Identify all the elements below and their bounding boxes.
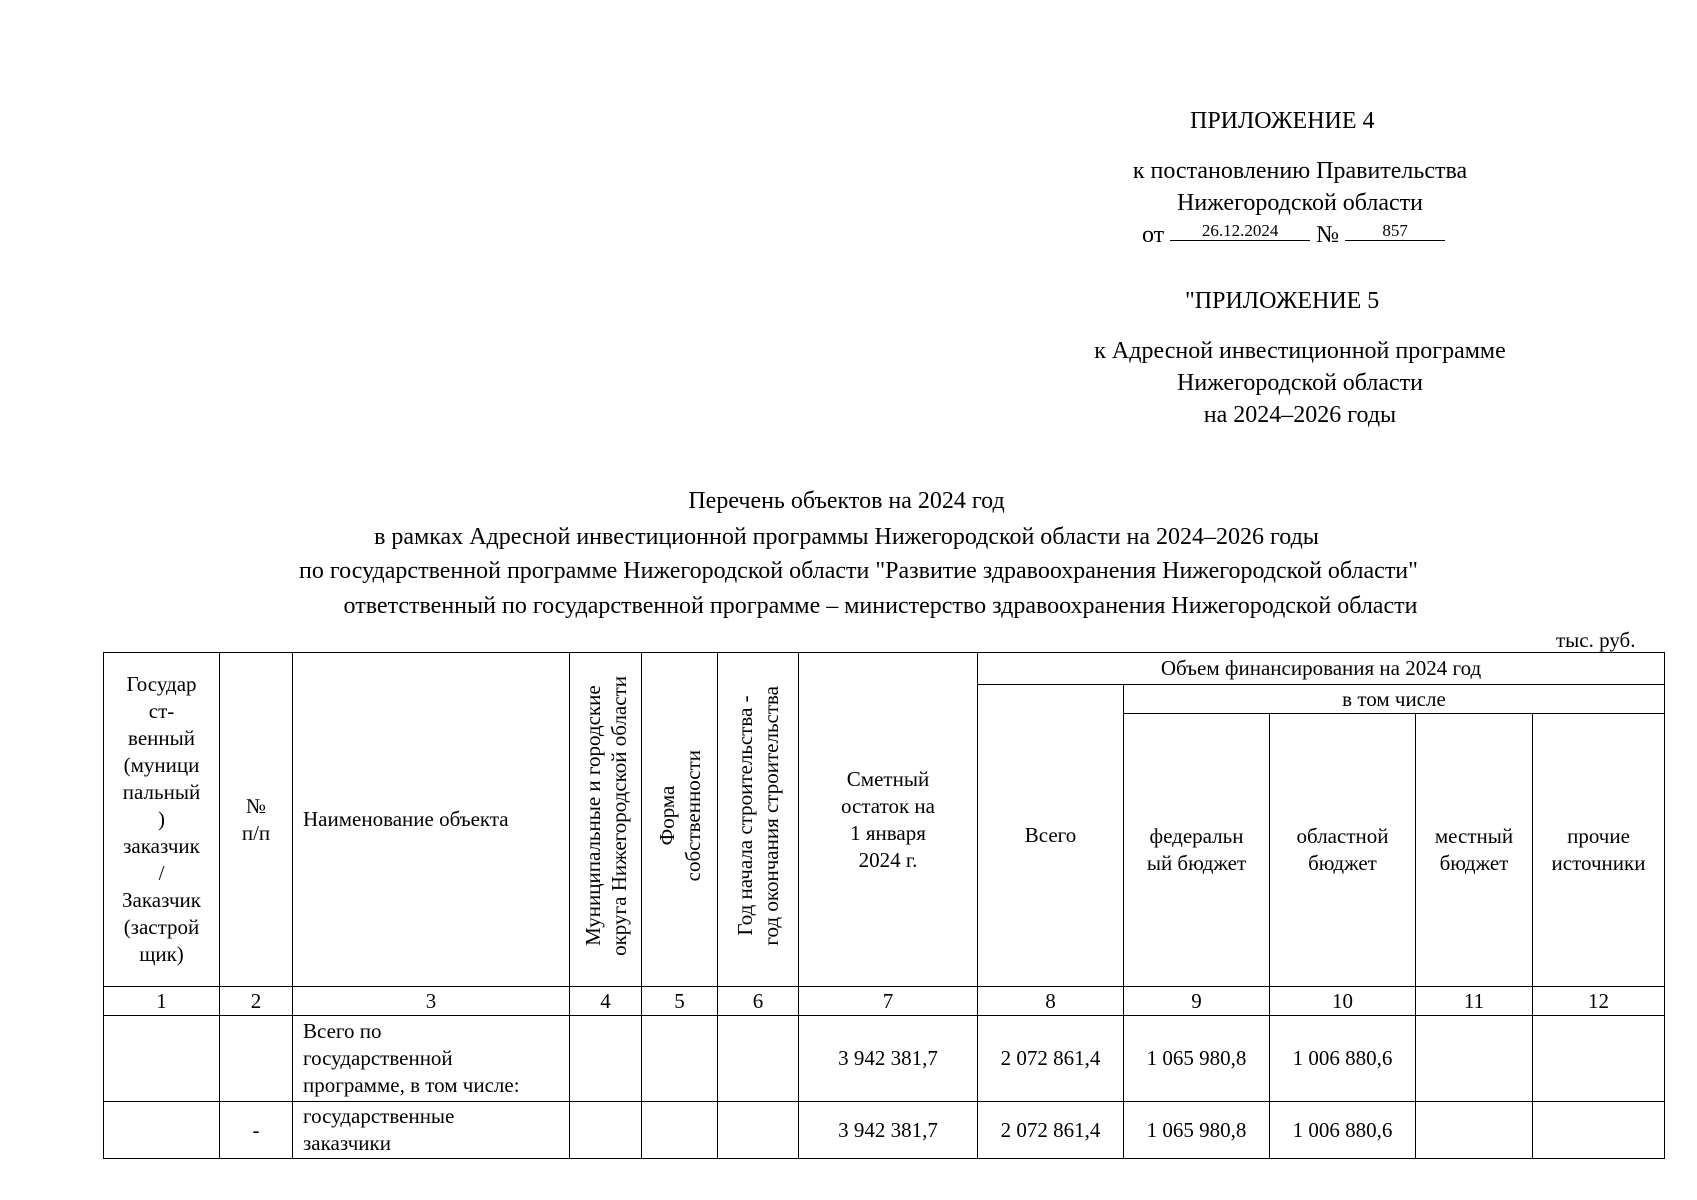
header-customer-l2: ст- bbox=[148, 699, 175, 723]
row-estimate: 3 942 381,7 bbox=[799, 1016, 978, 1102]
row-customer bbox=[104, 1016, 220, 1102]
column-number: 11 bbox=[1416, 987, 1533, 1016]
row-object-name bbox=[293, 1102, 570, 1159]
row-estimate: 3 942 381,7 bbox=[799, 1102, 978, 1159]
header-customer bbox=[104, 653, 220, 987]
header-regional-l1: областной bbox=[1296, 824, 1389, 848]
header-row-1 bbox=[104, 653, 1665, 685]
header-number bbox=[220, 653, 293, 987]
row-other bbox=[1533, 1102, 1665, 1159]
table-row bbox=[104, 1016, 1665, 1102]
column-number: 8 bbox=[978, 987, 1124, 1016]
column-number-row bbox=[104, 987, 1665, 1016]
number-sign: № bbox=[1316, 222, 1340, 248]
resolution-line-2: Нижегородской области bbox=[1176, 190, 1424, 216]
row-years bbox=[718, 1016, 799, 1102]
units-label: тыс. руб. bbox=[1556, 628, 1636, 652]
header-years-text bbox=[732, 686, 784, 946]
header-other-l1: прочие bbox=[1567, 824, 1630, 848]
header-number-l2: п/п bbox=[241, 820, 271, 845]
program-line-1: к Адресной инвестиционной программе bbox=[1094, 338, 1506, 364]
header-local-l1: местный bbox=[1434, 824, 1514, 848]
resolution-line-1: к постановлению Правительства bbox=[1132, 158, 1468, 184]
column-number: 9 bbox=[1124, 987, 1270, 1016]
column-number: 4 bbox=[570, 987, 642, 1016]
row-ownership bbox=[642, 1016, 718, 1102]
resolution-date-line bbox=[1142, 222, 1445, 249]
title-line-1-text: Перечень объектов на 2024 год bbox=[688, 488, 1005, 514]
title-line-2-text: в рамках Адресной инвестиционной программы Нижегородской области на 2024–2026 годы bbox=[374, 524, 1319, 550]
header-customer-l6: ) bbox=[158, 807, 165, 831]
row-regional: 1 006 880,6 bbox=[1270, 1016, 1416, 1102]
header-estimate-l2: остаток на bbox=[841, 793, 935, 818]
header-estimate-l3: 1 января bbox=[850, 820, 926, 845]
header-customer-l5: пальный bbox=[122, 780, 201, 804]
header-customer-l1: Государ bbox=[126, 672, 197, 696]
header-number-l1: № bbox=[245, 793, 267, 818]
header-customer-l8: / bbox=[158, 861, 165, 885]
row-name-l1: государственные bbox=[303, 1104, 455, 1128]
row-other bbox=[1533, 1016, 1665, 1102]
header-ownership bbox=[642, 653, 718, 987]
header-ownership-l1: Форма bbox=[654, 786, 679, 846]
title-line-2 bbox=[0, 524, 1697, 551]
header-customer-l3: венный bbox=[128, 726, 195, 750]
row-federal: 1 065 980,8 bbox=[1124, 1102, 1270, 1159]
header-local-budget bbox=[1416, 714, 1533, 987]
column-number: 12 bbox=[1533, 987, 1665, 1016]
header-ownership-l2: собственности bbox=[680, 750, 705, 882]
column-number: 5 bbox=[642, 987, 718, 1016]
header-total: Всего bbox=[978, 685, 1124, 987]
resolution-number: 857 bbox=[1345, 222, 1445, 241]
header-funding-volume: Объем финансирования на 2024 год bbox=[978, 653, 1665, 685]
header-estimate-l1: Сметный bbox=[846, 766, 930, 791]
row-total: 2 072 861,4 bbox=[978, 1102, 1124, 1159]
header-customer-l9: Заказчик bbox=[122, 888, 201, 912]
header-federal-budget bbox=[1124, 714, 1270, 987]
row-customer bbox=[104, 1102, 220, 1159]
header-customer-l4: (муници bbox=[123, 753, 200, 777]
title-line-3-text: по государственной программе Нижегородской области "Развитие здравоохранения Нижегородской области" bbox=[299, 558, 1418, 584]
column-number: 7 bbox=[799, 987, 978, 1016]
row-object-name bbox=[293, 1016, 570, 1102]
title-line-4 bbox=[0, 593, 1697, 620]
appendix-5-title: "ПРИЛОЖЕНИЕ 5 bbox=[1185, 288, 1380, 314]
program-line-3: на 2024–2026 годы bbox=[1203, 402, 1397, 428]
header-customer-l11: щик) bbox=[139, 942, 184, 966]
row-federal: 1 065 980,8 bbox=[1124, 1016, 1270, 1102]
column-number: 3 bbox=[293, 987, 570, 1016]
header-construction-years bbox=[718, 653, 799, 987]
header-municipal-l1: Муниципальные и городские bbox=[580, 685, 605, 947]
header-estimate-l4: 2024 г. bbox=[858, 847, 918, 872]
title-line-1 bbox=[0, 488, 1697, 515]
row-name-l3: программе, в том числе: bbox=[303, 1073, 520, 1097]
column-number: 10 bbox=[1270, 987, 1416, 1016]
title-line-4-text: ответственный по государственной программе – министерство здравоохранения Нижегородской области bbox=[343, 593, 1418, 619]
row-number bbox=[220, 1016, 293, 1102]
header-local-l2: бюджет bbox=[1439, 851, 1509, 875]
header-object-name: Наименование объекта bbox=[293, 653, 570, 987]
row-ownership bbox=[642, 1102, 718, 1159]
header-years-l2: год окончания строительства bbox=[759, 686, 783, 946]
header-federal-l2: ый бюджет bbox=[1146, 851, 1247, 875]
column-number: 2 bbox=[220, 987, 293, 1016]
header-municipal-text bbox=[580, 676, 632, 956]
title-line-3 bbox=[0, 558, 1697, 585]
column-number: 1 bbox=[104, 987, 220, 1016]
header-federal-l1: федеральн bbox=[1149, 824, 1244, 848]
header-customer-l10: (застрой bbox=[123, 915, 200, 939]
row-municipal bbox=[570, 1102, 642, 1159]
row-name-l1: Всего по bbox=[303, 1019, 382, 1043]
row-number: - bbox=[220, 1102, 293, 1159]
row-regional: 1 006 880,6 bbox=[1270, 1102, 1416, 1159]
column-number: 6 bbox=[718, 987, 799, 1016]
header-years-l1: Год начала строительства - bbox=[733, 695, 757, 937]
row-local bbox=[1416, 1016, 1533, 1102]
row-municipal bbox=[570, 1016, 642, 1102]
header-regional-l2: бюджет bbox=[1308, 851, 1377, 875]
date-prefix: от bbox=[1142, 222, 1165, 248]
header-customer-l7: заказчик bbox=[123, 834, 200, 858]
header-including: в том числе bbox=[1124, 685, 1665, 714]
header-ownership-text bbox=[654, 750, 706, 881]
header-municipal-districts bbox=[570, 653, 642, 987]
row-local bbox=[1416, 1102, 1533, 1159]
program-line-2: Нижегородской области bbox=[1176, 370, 1424, 396]
row-years bbox=[718, 1102, 799, 1159]
header-other-sources bbox=[1533, 714, 1665, 987]
header-regional-budget bbox=[1270, 714, 1416, 987]
header-other-l2: источники bbox=[1551, 851, 1646, 875]
appendix-title: ПРИЛОЖЕНИЕ 4 bbox=[1190, 108, 1375, 134]
row-name-l2: государственной bbox=[303, 1046, 453, 1070]
resolution-date: 26.12.2024 bbox=[1170, 222, 1310, 241]
row-name-l2: заказчики bbox=[303, 1131, 391, 1155]
row-total: 2 072 861,4 bbox=[978, 1016, 1124, 1102]
header-municipal-l2: округа Нижегородской области bbox=[606, 676, 631, 956]
table-row bbox=[104, 1102, 1665, 1159]
header-estimate-balance bbox=[799, 653, 978, 987]
objects-table bbox=[103, 652, 1665, 1159]
